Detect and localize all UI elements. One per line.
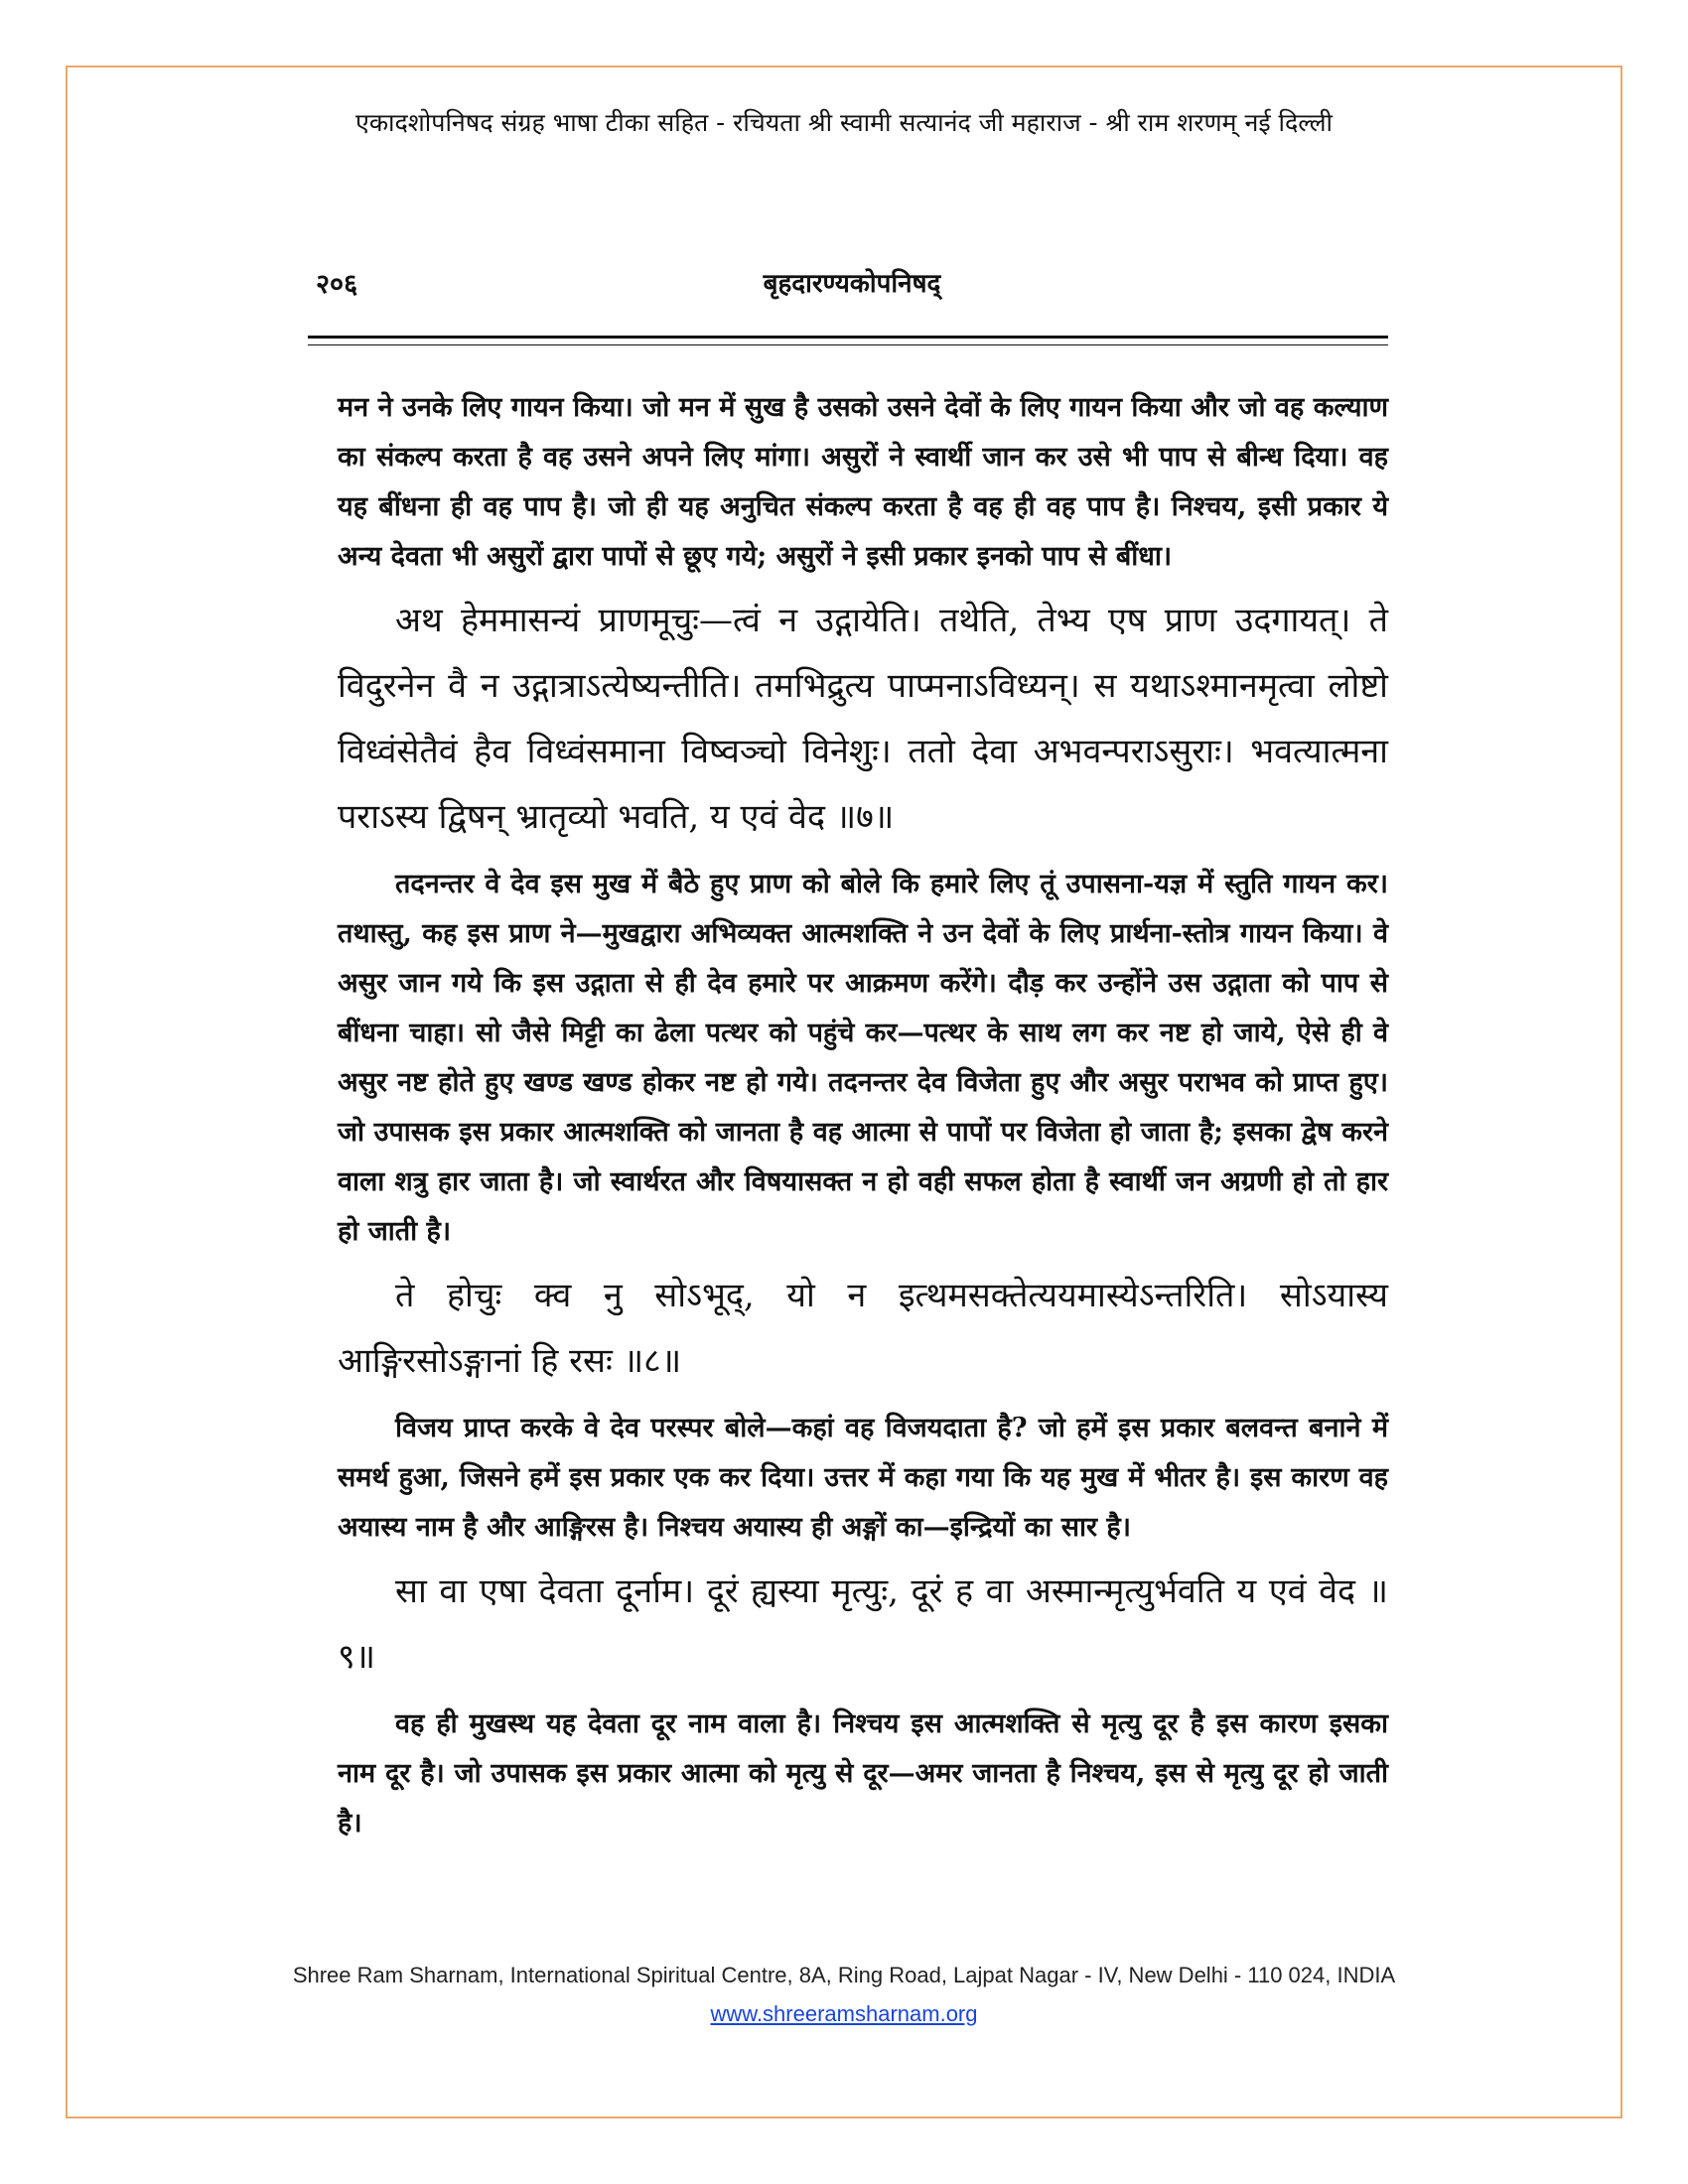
website-link[interactable]: www.shreeramsharnam.org	[710, 2001, 978, 2026]
page-body	[338, 383, 1388, 1854]
page-number: २०६	[316, 269, 358, 300]
sanskrit-verse-8: ते होचुः क्व नु सोऽभूद्, यो न इत्थमसक्तेत्ययमास्येऽन्तरिति। सोऽयास्य आङ्गिरसोऽङ्गानां हि रसः ॥८॥	[338, 1276, 1388, 1381]
scanned-page	[316, 248, 1388, 1966]
header-rule-thin	[308, 344, 1388, 345]
sanskrit-verse-9: सा वा एषा देवता दूर्नाम। दूरं ह्यस्या मृत्युः, दूरं ह वा अस्मान्मृत्युर्भवति य एवं वेद ॥९॥	[338, 1571, 1388, 1677]
translation-paragraph: मन ने उनके लिए गायन किया। जो मन में सुख है उसको उसने देवों के लिए गायन किया और जो वह कल्याण का संकल्प करता है वह उसने अपने लिए मांगा। असुरों ने स्वार्थी जान कर उसे भी पाप से बीन्ध दिया। वह यह बींधना ही वह पाप है। जो ही यह अनुचित संकल्प करता है वह ही वह पाप है। निश्चय, इसी प्रकार ये अन्य देवता भी असुरों द्वारा पापों से छूए गये; असुरों ने इसी प्रकार इनको पाप से बींधा।	[338, 392, 1388, 572]
sanskrit-verse-7: अथ हेममासन्यं प्राणमूचुः—त्वं न उद्गायेति। तथेति, तेभ्य एष प्राण उदगायत्। ते विदुरनेन वै न उद्गात्राऽत्येष्यन्तीति। तमभिद्रुत्य पाप्मनाऽविध्यन्। स यथाऽश्मानमृत्वा लोष्टो विध्वंसेतैवं हैव विध्वंसमाना विष्वञ्चो विनेशुः। ततो देवा अभवन्पराऽसुराः। भवत्यात्मना पराऽस्य द्विषन् भ्रातृव्यो भवति, य एवं वेद ॥७॥	[338, 601, 1388, 837]
translation-paragraph: तदनन्तर वे देव इस मुख में बैठे हुए प्राण को बोले कि हमारे लिए तूं उपासना-यज्ञ में स्तुति गायन कर। तथास्तु, कह इस प्राण ने—मुखद्वारा अभिव्यक्त आत्मशक्ति ने उन देवों के लिए प्रार्थना-स्तोत्र गायन किया। वे असुर जान गये कि इस उद्गाता से ही देव हमारे पर आक्रमण करेंगे। दौड़ कर उन्होंने उस उद्गाता को पाप से बींधना चाहा। सो जैसे मिट्टी का ढेला पत्थर को पहुंचे कर—पत्थर के साथ लग कर नष्ट हो जाये, ऐसे ही वे असुर नष्ट होते हुए खण्ड खण्ड होकर नष्ट हो गये। तदनन्तर देव विजेता हुए और असुर पराभव को प्राप्त हुए। जो उपासक इस प्रकार आत्मशक्ति को जानता है वह आत्मा से पापों पर विजेता हो जाता है; इसका द्वेष करने वाला शत्रु हार जाता है। जो स्वार्थरत और विषयासक्त न हो वही सफल होता है स्वार्थी जन अग्रणी हो तो हार हो जाती है।	[338, 869, 1388, 1247]
footer-address: Shree Ram Sharnam, International Spiritual Centre, 8A, Ring Road, Lajpat Nagar - IV, New Delhi - 110 024, INDIA	[292, 1963, 1396, 1987]
document-header: एकादशोपनिषद संग्रह भाषा टीका सहित - रचियता श्री स्वामी सत्यानंद जी महाराज - श्री राम शरणम् नई दिल्ली	[355, 108, 1333, 137]
translation-paragraph: विजय प्राप्त करके वे देव परस्पर बोले—कहां वह विजयदाता है? जो हमें इस प्रकार बलवन्त बनाने में समर्थ हुआ, जिसने हमें इस प्रकार एक कर दिया। उत्तर में कहा गया कि यह मुख में भीतर है। इस कारण वह अयास्य नाम है और आङ्गिरस है। निश्चय अयास्य ही अङ्गों का—इन्द्रियों का सार है।	[338, 1413, 1388, 1543]
translation-paragraph: वह ही मुखस्थ यह देवता दूर नाम वाला है। निश्चय इस आत्मशक्ति से मृत्यु दूर है इस कारण इसका नाम दूर है। जो उपासक इस प्रकार आत्मा को मृत्यु से दूर—अमर जानता है निश्चय, इस से मृत्यु दूर हो जाती है।	[338, 1708, 1388, 1839]
header-rule-thick	[308, 336, 1388, 339]
running-title: बृहदारण्यकोपनिषद्	[763, 269, 941, 299]
footer-link-row	[66, 2001, 1622, 2027]
